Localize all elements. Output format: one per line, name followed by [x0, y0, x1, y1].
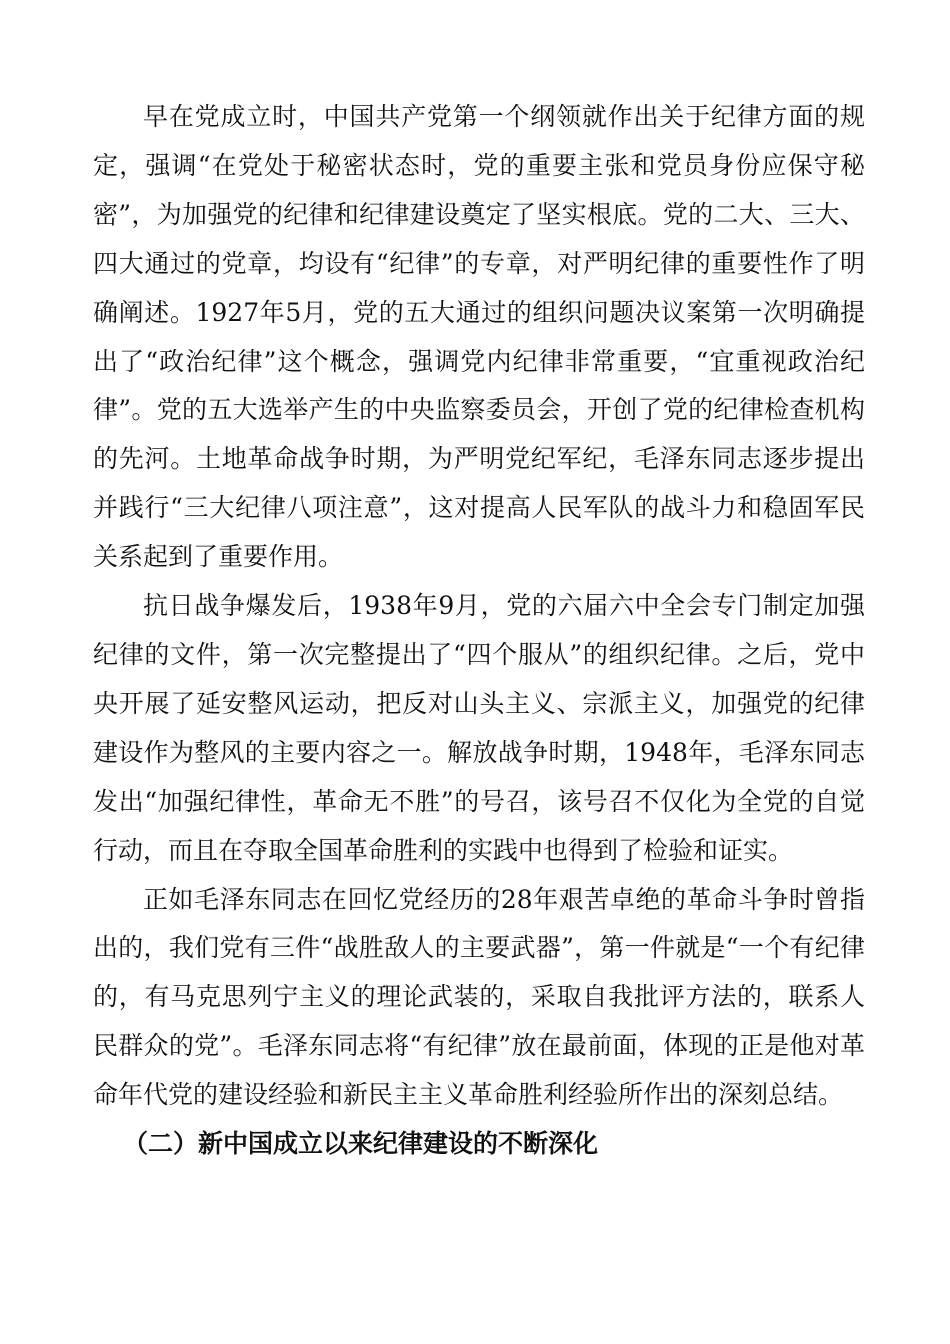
paragraph-early-party-discipline: 早在党成立时，中国共产党第一个纲领就作出关于纪律方面的规定，强调“在党处于秘密状态时，党的重要主张和党员身份应保守秘密”，为加强党的纪律和纪律建设奠定了坚实根底。党的二大、三大、四大通过的党章，均设有“纪律”的专章，对严明纪律的重要性作了明确阐述。1927年5月，党的五大通过的组织问题决议案第一次明确提出了“政治纪律”这个概念，强调党内纪律非常重要，“宜重视政治纪律”。党的五大选举产生的中央监察委员会，开创了党的纪律检查机构的先河。土地革命战争时期，为严明党纪军纪，毛泽东同志逐步提出并践行“三大纪律八项注意”，这对提高人民军队的战斗力和稳固军民关系起到了重要作用。	[93, 102, 865, 572]
section-heading: （二）新中国成立以来纪律建设的不断深化	[123, 1129, 599, 1159]
paragraph-anti-japanese-war: 抗日战争爆发后，1938年9月，党的六届六中全会专门制定加强纪律的文件，第一次完整提出了“四个服从”的组织纪律。之后，党中央开展了延安整风运动，把反对山头主义、宗派主义，加强党的纪律建设作为整风的主要内容之一。解放战争时期，1948年，毛泽东同志发出“加强纪律性，革命无不胜”的号召，该号召不仅化为全党的自觉行动，而且在夺取全国革命胜利的实践中也得到了检验和证实。	[93, 591, 865, 865]
paragraph-three-weapons: 正如毛泽东同志在回忆党经历的28年艰苦卓绝的革命斗争时曾指出的，我们党有三件“战胜敌人的主要武器”，第一件就是“一个有纪律的，有马克思列宁主义的理论武装的，采取自我批评方法的，联系人民群众的党”。毛泽东同志将“有纪律”放在最前面，体现的正是他对革命年代党的建设经验和新民主主义革命胜利经验所作出的深刻总结。	[93, 884, 865, 1110]
document-body	[93, 93, 865, 1169]
